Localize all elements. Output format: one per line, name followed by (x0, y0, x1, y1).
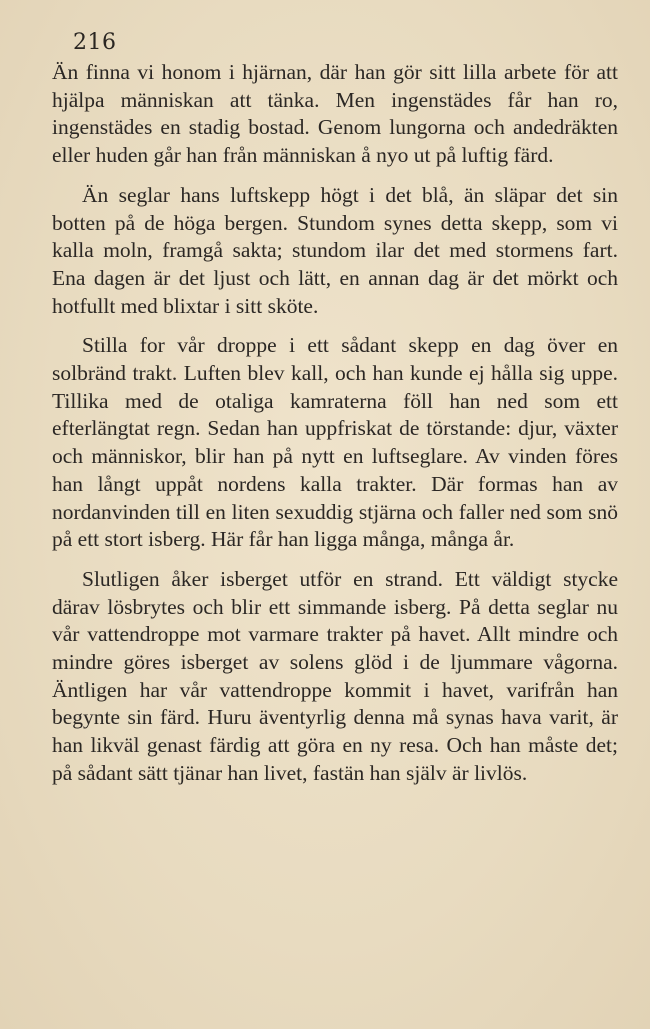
paragraph-2: Än seglar hans luftskepp högt i det blå, än släpar det sin botten på de höga bergen. Stundom synes detta skepp, som vi kalla moln, framgå sakta; stundom ilar det med stormens fart. Ena dagen är det ljust och lätt, en annan dag är det mörkt och hotfullt med blixtar i sitt sköte. (52, 182, 618, 318)
paragraph-1: Än finna vi honom i hjärnan, där han gör sitt lilla arbete för att hjälpa människan att tänka. Men ingenstädes får han ro, ingenstädes en stadig bostad. Genom lungorna och andedräkten eller huden går han från människan å nyo ut på luftig färd. (52, 60, 618, 168)
body-text (52, 59, 618, 800)
paragraph-3: Stilla for vår droppe i ett sådant skepp en dag över en solbränd trakt. Luften blev kall, och han kunde ej hålla sig uppe. Tillika med de otaliga kamraterna föll han ned som ett efterlängtat regn. Sedan han uppfriskat de törstande: djur, växter och människor, blir han på nytt en luftseglare. Av vinden föres han långt uppåt nordens kalla trakter. Där formas han av nordanvinden till en liten sexuddig stjärna och faller ned som snö på ett stort isberg. Här får han ligga många, många år. (52, 333, 618, 552)
paragraph-4: Slutligen åker isberget utför en strand. Ett väldigt stycke därav lösbrytes och blir ett simmande isberg. På detta seglar nu vår vattendroppe mot varmare trakter på havet. Allt mindre och mindre göres isberget av solens glöd i de ljummare vågorna. Äntligen har vår vattendroppe kommit i havet, varifrån han begynte sin färd. Huru äventyrlig denna må synas hava varit, är han likväl genast färdig att göra en ny resa. Och han måste det; på sådant sätt tjänar han livet, fastän han själv är livlös. (52, 566, 618, 785)
page-number: 216 (73, 30, 117, 55)
